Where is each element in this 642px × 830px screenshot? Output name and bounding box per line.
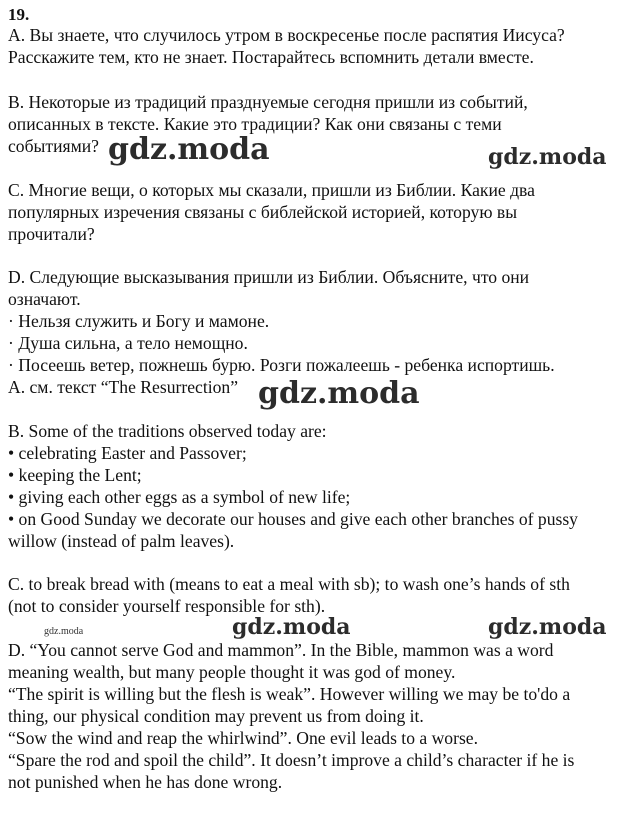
watermark-logo: gdz.moda <box>488 614 607 640</box>
question-d-line-1: D. Следующие высказывания пришли из Библии. Объясните, что они <box>8 267 530 287</box>
answer-d-line-5: “Sow the wind and reap the whirlwind”. One evil leads to a worse. <box>8 728 479 748</box>
question-c-line-1: C. Многие вещи, о которых мы сказали, пришли из Библии. Какие два <box>8 180 535 200</box>
answer-d-line-3: “The spirit is willing but the flesh is weak”. However willing we may be to'do a <box>8 684 571 704</box>
answer-c-line-1: C. to break bread with (means to eat a meal with sb); to wash one’s hands of sth <box>8 574 570 594</box>
watermark-logo: gdz.moda <box>232 614 351 640</box>
question-c-line-2: популярных изречения связаны с библейской историей, которую вы <box>8 202 518 222</box>
answer-d-line-4: thing, our physical condition may prevent us from doing it. <box>8 706 424 726</box>
watermark-logo: gdz.moda <box>488 144 607 170</box>
question-b-line-3: событиями? <box>8 136 99 156</box>
question-b-line-2: описанных в тексте. Какие это традиции? Как они связаны с теми <box>8 114 502 134</box>
question-d-item-1: · Нельзя служить и Богу и мамоне. <box>8 311 270 331</box>
answer-b-item-2: • keeping the Lent; <box>8 465 142 485</box>
question-c-line-3: прочитали? <box>8 224 95 244</box>
answer-d-line-7: not punished when he has done wrong. <box>8 772 283 792</box>
answer-d-line-2: meaning wealth, but many people thought it was god of money. <box>8 662 456 682</box>
question-d-item-2: · Душа сильна, а тело немощно. <box>8 333 248 353</box>
watermark-logo: gdz.moda <box>258 376 420 411</box>
answer-b-item-1: • celebrating Easter and Passover; <box>8 443 247 463</box>
answer-d-line-1: D. “You cannot serve God and mammon”. In the Bible, mammon was a word <box>8 640 554 660</box>
question-d-item-3: · Посеешь ветер, пожнешь бурю. Розги пожалеешь - ребенка испортишь. <box>8 355 555 375</box>
answer-b-item-3: • giving each other eggs as a symbol of new life; <box>8 487 351 507</box>
watermark-logo: gdz.moda <box>44 626 84 637</box>
answer-b-intro: B. Some of the traditions observed today are: <box>8 421 327 441</box>
task-number: 19. <box>8 5 30 24</box>
question-b-line-1: B. Некоторые из традиций празднуемые сегодня пришли из событий, <box>8 92 528 112</box>
answer-b-item-4: • on Good Sunday we decorate our houses and give each other branches of pussy <box>8 509 578 529</box>
question-d-line-2: означают. <box>8 289 81 309</box>
answer-d-line-6: “Spare the rod and spoil the child”. It doesn’t improve a child’s character if he is <box>8 750 575 770</box>
answer-a: A. см. текст “The Resurrection” <box>8 377 239 397</box>
question-a-line-1: A. Вы знаете, что случилось утром в воскресенье после распятия Иисуса? <box>8 25 565 45</box>
watermark-logo: gdz.moda <box>108 132 270 167</box>
answer-c-line-2: (not to consider yourself responsible for sth). <box>8 596 326 616</box>
answer-b-item-4-cont: willow (instead of palm leaves). <box>8 531 235 551</box>
question-a-line-2: Расскажите тем, кто не знает. Постарайтесь вспомнить детали вместе. <box>8 47 534 67</box>
